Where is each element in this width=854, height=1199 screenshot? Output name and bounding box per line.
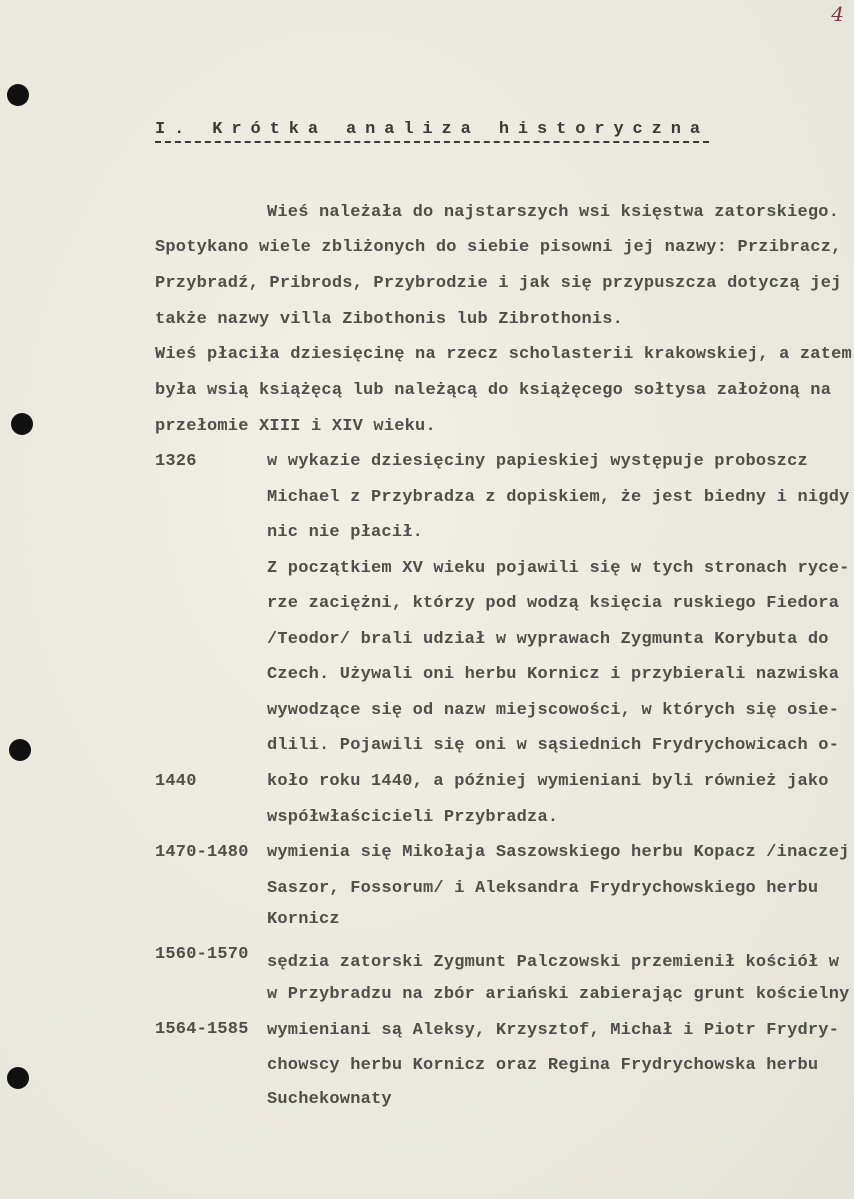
entry-line: koło roku 1440, a później wymieniani byli również jako — [267, 772, 829, 791]
intro-line: Wieś należała do najstarszych wsi księstwa zatorskiego. — [267, 203, 840, 222]
entry-line: /Teodor/ brali udział w wyprawach Zygmunta Korybuta do — [267, 630, 829, 649]
entry-date: 1470-1480 — [155, 843, 249, 862]
section-title: I. Krótka analiza historyczna — [155, 120, 709, 143]
punch-hole — [11, 413, 33, 435]
entry-line: współwłaścicieli Przybradza. — [267, 808, 559, 827]
entry-line: Suchekownaty — [267, 1090, 392, 1109]
entry-line: wymieniani są Aleksy, Krzysztof, Michał i Piotr Frydry- — [267, 1021, 840, 1040]
intro-line: była wsią książęcą lub należącą do książęcego sołtysa założoną na — [155, 381, 832, 400]
entry-date: 1440 — [155, 772, 197, 791]
entry-line: sędzia zatorski Zygmunt Palczowski przemienił kościół w — [267, 953, 840, 972]
intro-line: Spotykano wiele zbliżonych do siebie pisowni jej nazwy: Przibracz, — [155, 238, 842, 257]
entry-line: Saszor, Fossorum/ i Aleksandra Frydrychowskiego herbu — [267, 879, 819, 898]
intro-line: Wieś płaciła dziesięcinę na rzecz scholasterii krakowskiej, a zatem — [155, 345, 852, 364]
entry-line: Kornicz — [267, 910, 340, 929]
entry-line: wywodzące się od nazw miejscowości, w których się osie- — [267, 701, 840, 720]
entry-line: w Przybradzu na zbór ariański zabierając grunt kościelny — [267, 985, 850, 1004]
entry-line: chowscy herbu Kornicz oraz Regina Frydrychowska herbu — [267, 1056, 819, 1075]
punch-hole — [7, 1067, 29, 1089]
intro-line: także nazwy villa Zibothonis lub Zibrothonis. — [155, 310, 624, 329]
entry-line: w wykazie dziesięciny papieskiej występuje proboszcz — [267, 452, 808, 471]
punch-hole — [7, 84, 29, 106]
intro-line: Przybradź, Pribrods, Przybrodzie i jak się przypuszcza dotyczą jej — [155, 274, 842, 293]
page-number: 4 — [831, 2, 844, 26]
entry-line: dlili. Pojawili się oni w sąsiednich Frydrychowicach o- — [267, 736, 840, 755]
intro-line: przełomie XIII i XIV wieku. — [155, 417, 436, 436]
entry-line: nic nie płacił. — [267, 523, 424, 542]
entry-date: 1564-1585 — [155, 1020, 249, 1039]
entry-line: Michael z Przybradza z dopiskiem, że jest biedny i nigdy — [267, 488, 850, 507]
entry-line: rze zaciężni, którzy pod wodzą księcia ruskiego Fiedora — [267, 594, 840, 613]
entry-date: 1560-1570 — [155, 945, 249, 964]
entry-line: Z początkiem XV wieku pojawili się w tych stronach ryce- — [267, 559, 850, 578]
entry-line: wymienia się Mikołaja Saszowskiego herbu Kopacz /inaczej — [267, 843, 850, 862]
punch-hole — [9, 739, 31, 761]
entry-date: 1326 — [155, 452, 197, 471]
entry-line: Czech. Używali oni herbu Kornicz i przybierali nazwiska — [267, 665, 840, 684]
